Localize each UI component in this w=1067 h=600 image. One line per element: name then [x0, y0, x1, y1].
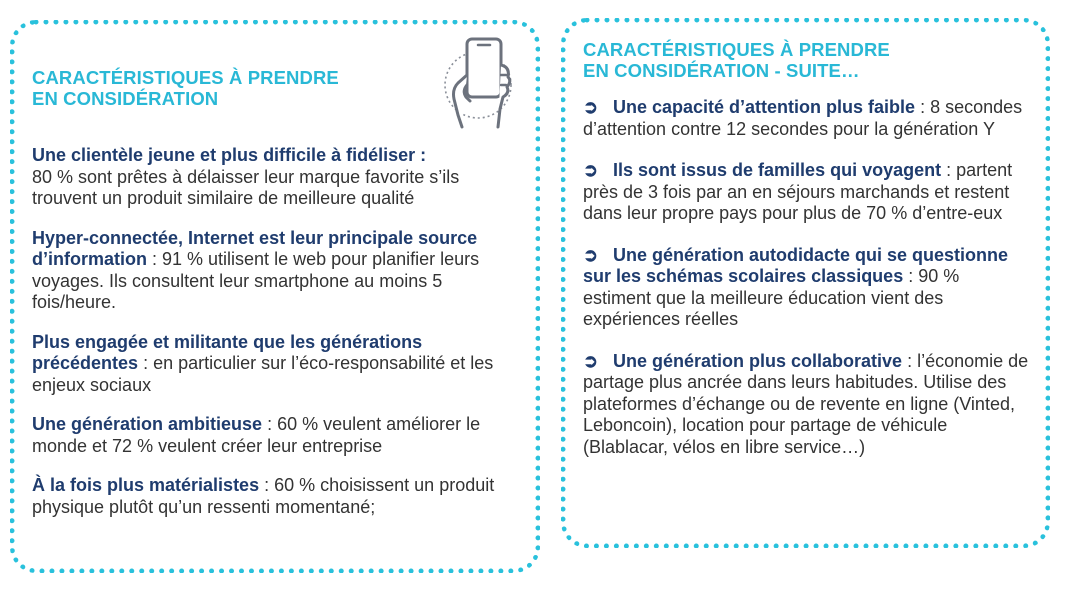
left-item-1-heading: Une clientèle jeune et plus difficile à fidéliser : — [32, 145, 427, 165]
left-item-3-heading: Plus engagée et militante que les générations précédentes — [32, 331, 423, 373]
right-item-2 — [583, 160, 1031, 225]
right-item-1-text: : 8 secondes d’attention contre 12 secondes pour la génération Y — [583, 97, 1023, 139]
left-item-3-text: : en particulier sur l’éco-responsabilité et les enjeux sociaux — [32, 353, 494, 395]
left-item-1 — [32, 145, 521, 210]
left-item-2-heading: Hyper-connectée, Internet est leur principale source d’information — [32, 227, 478, 269]
arrow-bullet-icon: ➲ — [583, 350, 599, 371]
left-item-4 — [32, 414, 521, 457]
left-item-5 — [32, 475, 521, 518]
right-item-3-heading: Une génération autodidacte qui se questionne sur les schémas scolaires classiques — [583, 244, 1009, 286]
right-panel — [561, 18, 1050, 548]
left-item-2-text: : 91 % utilisent le web pour planifier leurs voyages. Ils consultent leur smartphone au moins 5 fois/heure. — [32, 249, 480, 312]
right-item-2-heading: Ils sont issus de familles qui voyagent — [613, 160, 942, 180]
arrow-bullet-icon: ➲ — [583, 244, 599, 265]
left-item-1-text: 80 % sont prêtes à délaisser leur marque favorite s’ils trouvent un produit similaire de meilleure qualité — [32, 166, 460, 208]
hand-holding-phone-icon — [440, 35, 516, 131]
right-item-3-text: : 90 % estiment que la meilleure éducation vient des expériences réelles — [583, 266, 960, 329]
right-item-4-heading: Une génération plus collaborative — [613, 350, 903, 371]
right-item-1-heading: Une capacité d’attention plus faible — [613, 97, 916, 117]
left-panel — [10, 20, 540, 573]
left-item-4-text: : 60 % veulent améliorer le monde et 72 % veulent créer leur entreprise — [32, 414, 481, 456]
left-item-3 — [32, 332, 521, 397]
arrow-bullet-icon: ➲ — [583, 97, 599, 117]
right-item-3 — [583, 245, 1031, 331]
right-panel-title: CARACTÉRISTIQUES À PRENDRE EN CONSIDÉRATION - SUITE… — [583, 39, 890, 81]
left-item-2 — [32, 228, 521, 314]
right-item-4-text: : l’économie de partage plus ancrée dans leurs habitudes. Utilise des plateformes d’échange ou de revente en ligne (Vinted, Leboncoin), location pour partage de véhicule (Blablacar, vélos en libre service…) — [583, 350, 1029, 457]
right-item-2-text: : partent près de 3 fois par an en séjours marchands et restent dans leur propre pays pour plus de 70 % d’entre-eux — [583, 160, 1013, 223]
left-item-5-text: : 60 % choisissent un produit physique plutôt qu’un ressenti momentané; — [32, 475, 495, 517]
left-panel-title: CARACTÉRISTIQUES À PRENDRE EN CONSIDÉRATION — [32, 67, 339, 109]
left-item-5-heading: À la fois plus matérialistes — [32, 475, 260, 495]
arrow-bullet-icon: ➲ — [583, 160, 599, 180]
right-item-1 — [583, 97, 1031, 140]
right-item-4 — [583, 351, 1031, 459]
left-item-4-heading: Une génération ambitieuse — [32, 414, 263, 434]
